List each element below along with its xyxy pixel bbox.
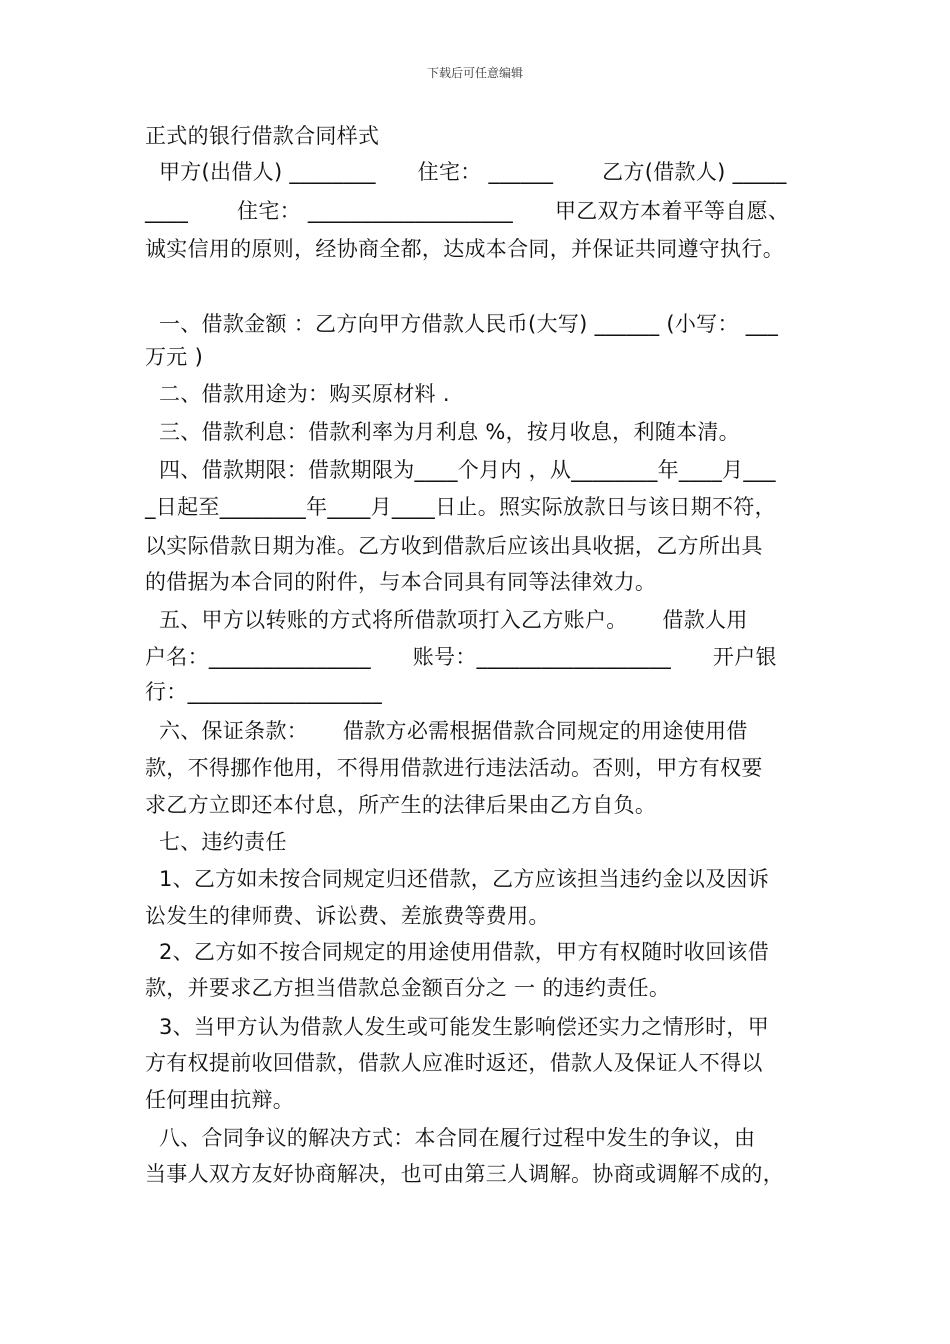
text-line: 以实际借款日期为准。乙方收到借款后应该出具收据，乙方所出具 <box>145 534 763 558</box>
text-line: 二、借款用途为：购买原材料 . <box>145 382 450 406</box>
text-line: 3、当甲方认为借款人发生或可能发生影响偿还实力之情形时，甲 <box>145 1015 770 1039</box>
text-line: 款，并要求乙方担当借款总金额百分之 一 的违约责任。 <box>145 976 671 1000</box>
text-line: 的借据为本合同的附件，与本合同具有同等法律效力。 <box>145 570 657 594</box>
text-line: 八、合同争议的解决方式：本合同在履行过程中发生的争议，由 <box>145 1126 756 1150</box>
text-line: 五、甲方以转账的方式将所借款项打入乙方账户。 借款人用 <box>145 608 748 632</box>
text-line: 户名：_______________ 账号：__________________ 开户银 <box>145 645 777 669</box>
text-line: 三、借款利息：借款利率为月利息 %，按月收息，利随本清。 <box>145 420 740 444</box>
text-line: 方有权提前收回借款，借款人应准时返还，借款人及保证人不得以 <box>145 1051 763 1075</box>
text-line: 任何理由抗辩。 <box>145 1088 295 1112</box>
text-line: ____ 住宅： ___________________ 甲乙双方本着平等自愿、 <box>145 199 790 223</box>
text-line: 万元 ) <box>145 345 204 369</box>
text-line: 1、乙方如未按合同规定归还借款，乙方应该担当违约金以及因诉 <box>145 867 770 891</box>
text-line: 2、乙方如不按合同规定的用途使用借款，甲方有权随时收回该借 <box>145 940 770 964</box>
text-line: 款，不得挪作他用，不得用借款进行违法活动。否则，甲方有权要 <box>145 756 763 780</box>
text-line: 六、保证条款： 借款方必需根据借款合同规定的用途使用借 <box>145 719 748 743</box>
text-line: 一、借款金额 ：乙方向甲方借款人民币(大写) ______ (小写： ___ <box>145 312 779 336</box>
text-line: 求乙方立即还本付息，所产生的法律后果由乙方自负。 <box>145 793 657 817</box>
text-line: _日起至________年____月____日止。照实际放款日与该日期不符， <box>145 495 776 519</box>
document-title: 正式的银行借款合同样式 <box>145 124 380 148</box>
text-line: 甲方(出借人) ________ 住宅： ______ 乙方(借款人) _____ <box>145 160 787 184</box>
text-line: 四、借款期限：借款期限为____个月内 ，从________年____月___ <box>145 458 776 482</box>
text-line: 七、违约责任 <box>145 830 287 854</box>
text-line: 当事人双方友好协商解决，也可由第三人调解。协商或调解不成的， <box>145 1162 784 1186</box>
page-header-note: 下载后可任意编辑 <box>426 66 523 80</box>
text-line: 讼发生的律师费、诉讼费、差旅费等费用。 <box>145 904 550 928</box>
text-line: 行：__________________ <box>145 680 382 704</box>
text-line: 诚实信用的原则，经协商全都，达成本合同，并保证共同遵守执行。 <box>145 237 784 261</box>
